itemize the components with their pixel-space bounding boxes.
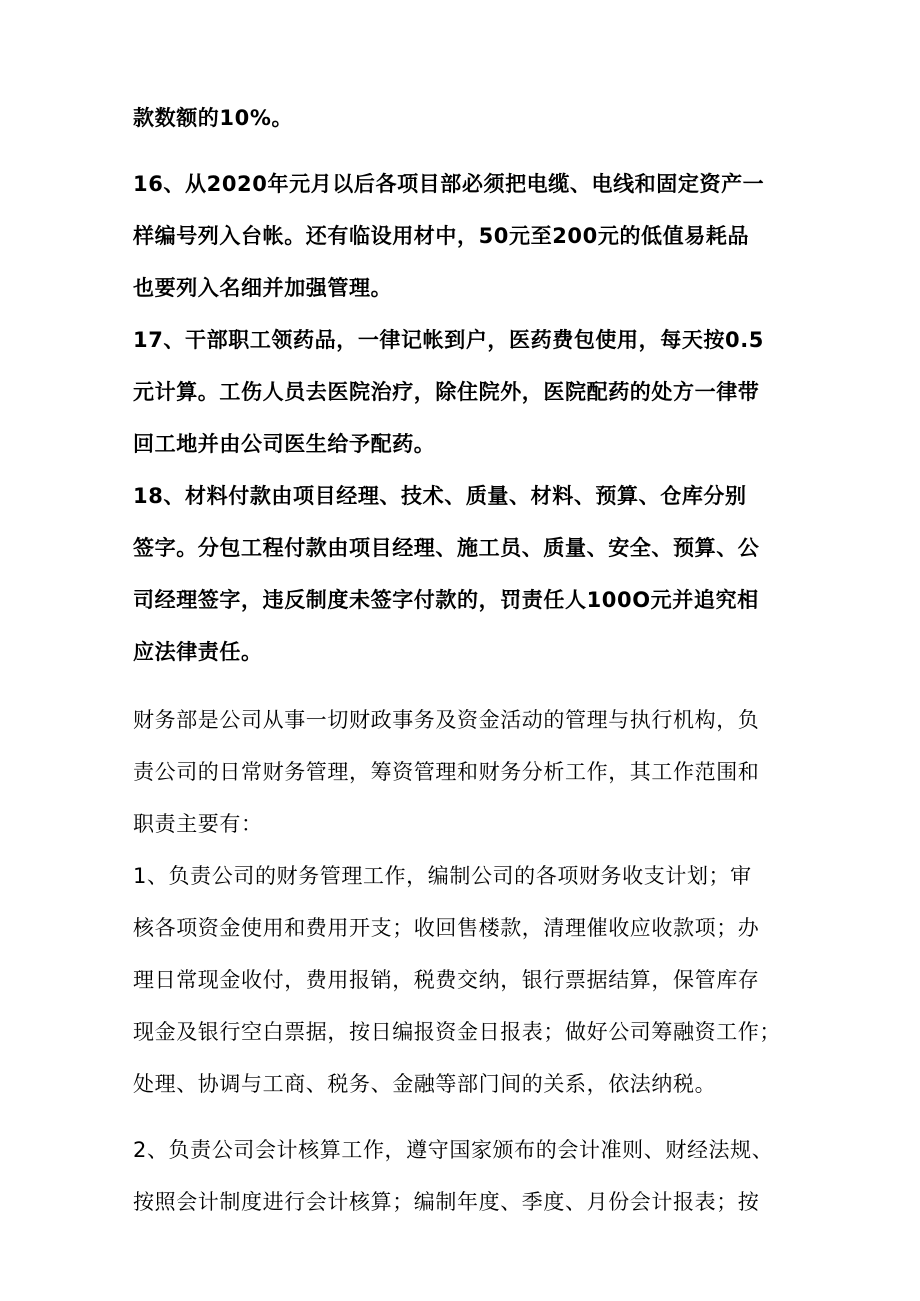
text-line: 元计算。工伤人员去医院治疗，除住院外，医院配药的处方一律带 [133,380,760,404]
text-line: 17、干部职工领药品，一律记帐到户，医药费包使用，每天按0.5 [133,328,765,352]
paragraph-continuation [133,92,803,144]
text-line: 签字。分包工程付款由项目经理、施工员、质量、安全、预算、公 [133,536,760,560]
text-line: 回工地并由公司医生给予配药。 [133,432,436,456]
text-line: 样编号列入台帐。还有临设用材中，50元至200元的低值易耗品 [133,224,750,248]
paragraph-item-17 [133,314,803,470]
text-line: 2、负责公司会计核算工作，遵守国家颁布的会计准则、财经法规、 [133,1138,774,1162]
text-line: 应法律责任。 [133,640,263,664]
text-line: 现金及银行空白票据，按日编报资金日报表；做好公司筹融资工作； [133,1020,781,1044]
paragraph-item-18 [133,470,803,678]
paragraph-item-16 [133,158,803,314]
text-line: 16、从2020年元月以后各项目部必须把电缆、电线和固定资产一 [133,172,765,196]
text-line: 财务部是公司从事一切财政事务及资金活动的管理与执行机构，负 [133,708,760,732]
paragraph-duty-1 [133,850,803,1110]
paragraph-intro [133,694,803,850]
text-line: 处理、协调与工商、税务、金融等部门间的关系，依法纳税。 [133,1072,717,1096]
text-line: 款数额的10%。 [133,106,294,130]
text-line: 责公司的日常财务管理，筹资管理和财务分析工作，其工作范围和 [133,760,760,784]
text-line: 核各项资金使用和费用开支；收回售楼款，清理催收应收款项；办 [133,916,760,940]
text-line: 18、材料付款由项目经理、技术、质量、材料、预算、仓库分别 [133,484,747,508]
paragraph-duty-2 [133,1124,803,1228]
text-line: 也要列入名细并加强管理。 [133,276,393,300]
text-line: 理日常现金收付，费用报销，税费交纳，银行票据结算，保管库存 [133,968,760,992]
text-line: 职责主要有： [133,812,263,836]
text-line: 司经理签字，违反制度未签字付款的，罚责任人100O元并追究相 [133,588,759,612]
text-line: 按照会计制度进行会计核算；编制年度、季度、月份会计报表；按 [133,1190,760,1214]
text-line: 1、负责公司的财务管理工作，编制公司的各项财务收支计划；审 [133,864,752,888]
